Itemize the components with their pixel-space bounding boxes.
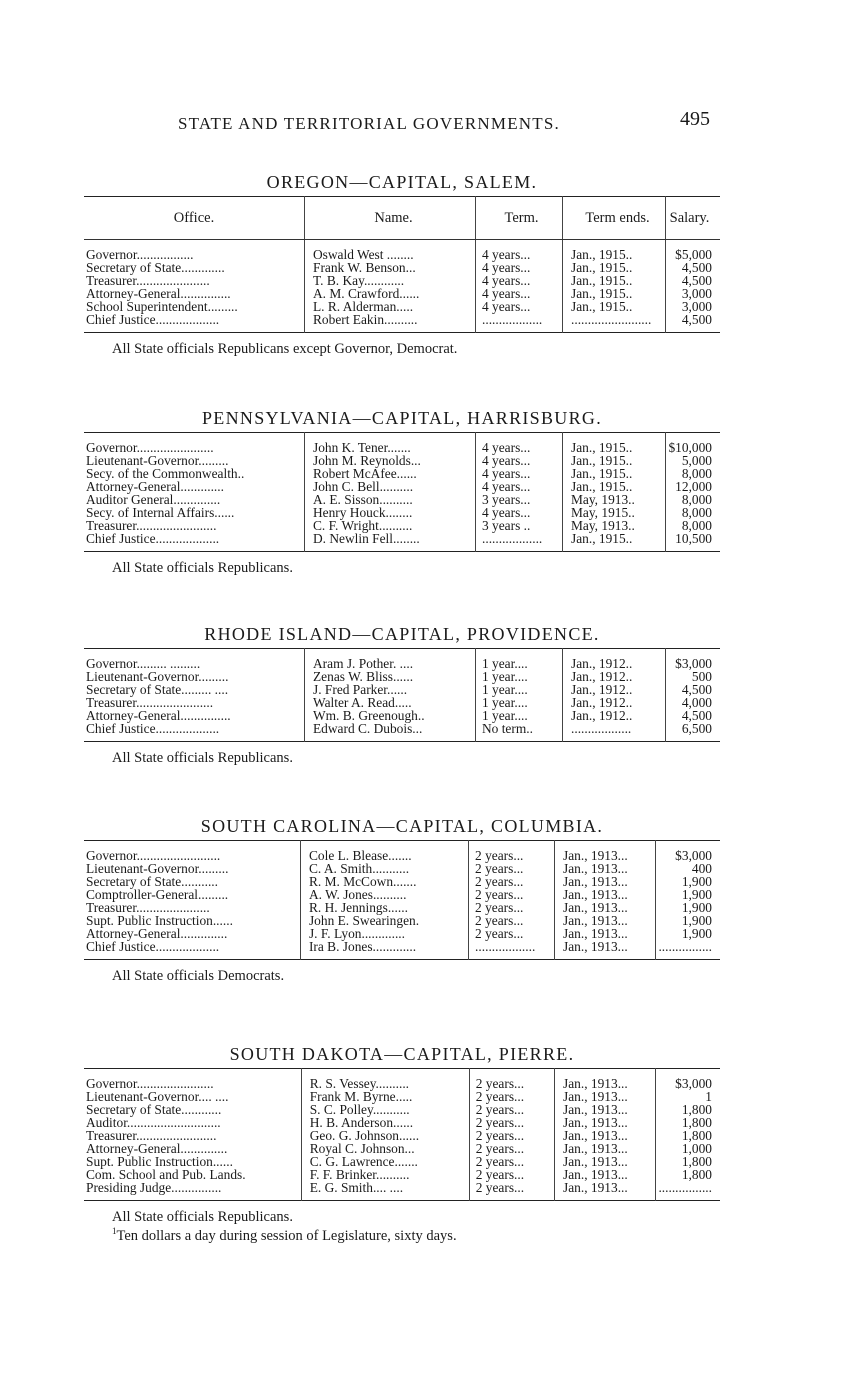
running-head: STATE AND TERRITORIAL GOVERNMENTS. — [178, 114, 560, 133]
cell-office: Treasurer...................... — [84, 274, 305, 287]
cell-office: Presiding Judge............... — [84, 1181, 301, 1201]
cell-salary: 10,500 — [675, 531, 712, 546]
state-section — [84, 812, 720, 983]
cell-salary: ................ — [658, 939, 712, 954]
cell-name: Frank M. Byrne..... — [301, 1090, 469, 1103]
column-header-office: Office. — [84, 197, 305, 240]
cell-name: Royal C. Johnson... — [301, 1142, 469, 1155]
cell-name: F. F. Brinker.......... — [301, 1168, 469, 1181]
state-title: SOUTH DAKOTA—CAPITAL, PIERRE. — [229, 1044, 575, 1064]
cell-term: 4 years... — [476, 433, 563, 455]
section-note: All State officials Republicans except Governor, Democrat. — [112, 341, 458, 357]
cell-term-ends: Jan., 1913... — [555, 888, 656, 901]
cell-term: 2 years... — [469, 1069, 554, 1091]
cell-salary: 500 — [691, 669, 712, 684]
cell-name: S. C. Polley........... — [301, 1103, 469, 1116]
cell-term-ends: ........................ — [563, 313, 666, 333]
cell-term-ends: Jan., 1913... — [555, 875, 656, 888]
cell-name: Geo. G. Johnson...... — [301, 1129, 469, 1142]
cell-term-ends: Jan., 1912.. — [563, 709, 666, 722]
section-note: All State officials Democrats. — [112, 968, 285, 984]
cell-name: Henry Houck........ — [305, 506, 476, 519]
officials-table — [84, 196, 720, 333]
column-header-term: Term. — [476, 197, 563, 240]
cell-term-ends: Jan., 1913... — [555, 1155, 656, 1168]
state-section — [84, 620, 720, 765]
cell-salary: $3,000 — [656, 841, 720, 863]
footnote-marker: 1 — [112, 1226, 117, 1236]
cell-office: Lieutenant-Governor.... .... — [84, 1090, 301, 1103]
cell-term-ends: Jan., 1912.. — [563, 696, 666, 709]
cell-office: Secretary of State......... .... — [84, 683, 305, 696]
cell-salary: 1,800 — [681, 1128, 712, 1143]
cell-salary: 3,000 — [681, 286, 712, 301]
cell-salary: 3,000 — [681, 299, 712, 314]
cell-term: 2 years... — [469, 1168, 554, 1181]
cell-term: 4 years... — [476, 300, 563, 313]
cell-term: 2 years... — [469, 1129, 554, 1142]
state-section — [84, 404, 720, 575]
cell-term-ends: Jan., 1915.. — [563, 454, 666, 467]
cell-name: R. S. Vessey.......... — [301, 1069, 469, 1091]
cell-name: John K. Tener....... — [305, 433, 476, 455]
cell-term-ends: Jan., 1912.. — [563, 649, 666, 671]
cell-salary: 1,900 — [681, 900, 712, 915]
cell-term: .................. — [476, 313, 563, 333]
state-section — [84, 1040, 720, 1243]
cell-salary: 8,000 — [681, 505, 712, 520]
cell-salary: 4,500 — [681, 273, 712, 288]
cell-salary: 1,900 — [681, 874, 712, 889]
cell-name: T. B. Kay............ — [305, 274, 476, 287]
table-row — [84, 433, 720, 455]
cell-term-ends: Jan., 1913... — [555, 1181, 656, 1201]
cell-salary: 1,000 — [681, 1141, 712, 1156]
cell-office: Chief Justice................... — [84, 940, 300, 960]
cell-office: Governor......... ......... — [84, 649, 305, 671]
cell-office: Treasurer........................ — [84, 1129, 301, 1142]
cell-office: Governor......................... — [84, 841, 300, 863]
cell-term: 4 years... — [476, 261, 563, 274]
cell-salary: 8,000 — [681, 466, 712, 481]
cell-office: Lieutenant-Governor......... — [84, 670, 305, 683]
cell-term: 3 years .. — [476, 519, 563, 532]
cell-office: Governor....................... — [84, 1069, 301, 1091]
section-note: All State officials Republicans. — [112, 1209, 293, 1225]
cell-office: Secretary of State........... — [84, 875, 300, 888]
cell-term-ends: Jan., 1915.. — [563, 274, 666, 287]
table-row — [84, 1069, 720, 1091]
cell-office: School Superintendent......... — [84, 300, 305, 313]
cell-term: 2 years... — [469, 1181, 554, 1201]
cell-term-ends: Jan., 1915.. — [563, 480, 666, 493]
cell-term: 4 years... — [476, 287, 563, 300]
cell-salary: $3,000 — [666, 649, 721, 671]
cell-salary: 400 — [691, 861, 712, 876]
table-row — [84, 841, 720, 863]
cell-term: 4 years... — [476, 454, 563, 467]
cell-name: Edward C. Dubois... — [305, 722, 476, 742]
cell-salary: 5,000 — [681, 453, 712, 468]
cell-term-ends: Jan., 1915.. — [563, 532, 666, 552]
cell-term-ends: Jan., 1913... — [555, 841, 656, 863]
cell-term: 2 years... — [469, 1142, 554, 1155]
cell-term-ends: Jan., 1913... — [555, 927, 656, 940]
table-row — [84, 722, 720, 742]
cell-office: Attorney-General............... — [84, 287, 305, 300]
cell-office: Secretary of State............ — [84, 1103, 301, 1116]
cell-office: Secy. of Internal Affairs...... — [84, 506, 305, 519]
cell-term-ends: Jan., 1915.. — [563, 287, 666, 300]
cell-office: Governor................. — [84, 240, 305, 262]
cell-term-ends: Jan., 1913... — [555, 1168, 656, 1181]
cell-name: John E. Swearingen. — [300, 914, 468, 927]
cell-term-ends: May, 1913.. — [563, 493, 666, 506]
cell-term-ends: Jan., 1913... — [555, 1129, 656, 1142]
cell-term: 1 year.... — [476, 670, 563, 683]
cell-name: Oswald West ........ — [305, 240, 476, 262]
cell-salary: $10,000 — [666, 433, 721, 455]
cell-office: Auditor............................ — [84, 1116, 301, 1129]
cell-salary: 4,500 — [681, 312, 712, 327]
cell-term: 3 years... — [476, 493, 563, 506]
state-title: PENNSYLVANIA—CAPITAL, HARRISBURG. — [201, 408, 602, 428]
cell-term: 4 years... — [476, 274, 563, 287]
state-title: SOUTH CAROLINA—CAPITAL, COLUMBIA. — [200, 816, 604, 836]
cell-office: Attorney-General.............. — [84, 1142, 301, 1155]
cell-name: H. B. Anderson...... — [301, 1116, 469, 1129]
cell-salary: 4,500 — [681, 708, 712, 723]
cell-term-ends: Jan., 1913... — [555, 1090, 656, 1103]
cell-term-ends: Jan., 1913... — [555, 940, 656, 960]
cell-term: 4 years... — [476, 240, 563, 262]
cell-name: A. M. Crawford...... — [305, 287, 476, 300]
cell-office: Attorney-General............. — [84, 480, 305, 493]
cell-term: 2 years... — [469, 875, 555, 888]
cell-salary: 1,800 — [681, 1115, 712, 1130]
cell-term: 4 years... — [476, 506, 563, 519]
table-row — [84, 240, 720, 262]
cell-term-ends: Jan., 1913... — [555, 901, 656, 914]
cell-term-ends: Jan., 1913... — [555, 1142, 656, 1155]
cell-term: 2 years... — [469, 1155, 554, 1168]
cell-name: John M. Reynolds... — [305, 454, 476, 467]
column-header-name: Name. — [305, 197, 476, 240]
cell-salary: 4,500 — [681, 682, 712, 697]
cell-term: 2 years... — [469, 1103, 554, 1116]
officials-table — [84, 432, 720, 552]
cell-term: 1 year.... — [476, 696, 563, 709]
cell-office: Chief Justice................... — [84, 532, 305, 552]
cell-term: 2 years... — [469, 888, 555, 901]
cell-term: 4 years... — [476, 467, 563, 480]
state-title: OREGON—CAPITAL, SALEM. — [266, 172, 538, 192]
cell-name: Zenas W. Bliss...... — [305, 670, 476, 683]
cell-term-ends: Jan., 1915.. — [563, 300, 666, 313]
cell-name: Robert Eakin.......... — [305, 313, 476, 333]
table-header-row — [84, 197, 720, 240]
cell-name: J. F. Lyon............. — [300, 927, 468, 940]
cell-office: Attorney-General............... — [84, 709, 305, 722]
cell-salary: ................ — [658, 1180, 712, 1195]
cell-term: 2 years... — [469, 862, 555, 875]
cell-term-ends: Jan., 1913... — [555, 1116, 656, 1129]
cell-salary: 4,000 — [681, 695, 712, 710]
cell-term-ends: Jan., 1913... — [555, 1103, 656, 1116]
table-row — [84, 649, 720, 671]
cell-term-ends: Jan., 1913... — [555, 862, 656, 875]
cell-name: C. G. Lawrence....... — [301, 1155, 469, 1168]
column-header-term-ends: Term ends. — [563, 197, 666, 240]
cell-name: Frank W. Benson... — [305, 261, 476, 274]
state-section — [84, 168, 720, 356]
page-number: 495 — [680, 108, 710, 130]
cell-office: Com. School and Pub. Lands. — [84, 1168, 301, 1181]
cell-name: Wm. B. Greenough.. — [305, 709, 476, 722]
cell-term-ends: .................. — [563, 722, 666, 742]
cell-salary: $5,000 — [675, 247, 712, 262]
cell-term: No term.. — [476, 722, 563, 742]
page-header — [0, 108, 859, 138]
cell-name: R. M. McCown....... — [300, 875, 468, 888]
cell-office: Governor....................... — [84, 433, 305, 455]
cell-term-ends: May, 1915.. — [563, 506, 666, 519]
table-row — [84, 532, 720, 552]
cell-office: Secretary of State............. — [84, 261, 305, 274]
cell-office: Supt. Public Instruction...... — [84, 914, 300, 927]
cell-office: Supt. Public Instruction...... — [84, 1155, 301, 1168]
cell-salary: 4,500 — [681, 260, 712, 275]
state-title: RHODE ISLAND—CAPITAL, PROVIDENCE. — [204, 624, 600, 644]
cell-term: 2 years... — [469, 841, 555, 863]
cell-office: Secy. of the Commonwealth.. — [84, 467, 305, 480]
cell-office: Treasurer...................... — [84, 901, 300, 914]
cell-name: A. E. Sisson.......... — [305, 493, 476, 506]
cell-term: .................. — [469, 940, 555, 960]
column-header-salary: Salary. — [666, 197, 721, 240]
cell-term-ends: Jan., 1915.. — [563, 433, 666, 455]
cell-office: Chief Justice................... — [84, 313, 305, 333]
table-row — [84, 1181, 720, 1201]
cell-term-ends: Jan., 1915.. — [563, 240, 666, 262]
cell-name: Robert McAfee...... — [305, 467, 476, 480]
cell-name: J. Fred Parker...... — [305, 683, 476, 696]
cell-term-ends: Jan., 1912.. — [563, 683, 666, 696]
cell-term-ends: Jan., 1912.. — [563, 670, 666, 683]
footnote-text: Ten dollars a day during session of Legislature, sixty days. — [116, 1227, 457, 1244]
cell-name: John C. Bell.......... — [305, 480, 476, 493]
table-row — [84, 313, 720, 333]
cell-salary: $3,000 — [656, 1069, 720, 1091]
cell-term: 2 years... — [469, 914, 555, 927]
cell-term-ends: May, 1913.. — [563, 519, 666, 532]
cell-name: Walter A. Read..... — [305, 696, 476, 709]
cell-salary: 1,900 — [681, 926, 712, 941]
cell-office: Comptroller-General......... — [84, 888, 300, 901]
cell-term-ends: Jan., 1913... — [555, 914, 656, 927]
cell-salary: 1,800 — [681, 1154, 712, 1169]
officials-table — [84, 840, 720, 960]
cell-name: Cole L. Blease....... — [300, 841, 468, 863]
cell-term: 1 year.... — [476, 683, 563, 696]
cell-term-ends: Jan., 1915.. — [563, 467, 666, 480]
cell-name: C. A. Smith........... — [300, 862, 468, 875]
cell-name: E. G. Smith.... .... — [301, 1181, 469, 1201]
officials-table — [84, 648, 720, 742]
cell-term: 2 years... — [469, 1090, 554, 1103]
cell-term: 2 years... — [469, 1116, 554, 1129]
cell-name: Ira B. Jones............. — [300, 940, 468, 960]
cell-office: Lieutenant-Governor......... — [84, 454, 305, 467]
cell-office: Chief Justice................... — [84, 722, 305, 742]
cell-salary: 1,900 — [681, 913, 712, 928]
cell-term: 1 year.... — [476, 709, 563, 722]
section-note: All State officials Republicans. — [112, 560, 293, 576]
cell-salary: 6,500 — [681, 721, 712, 736]
officials-table — [84, 1068, 720, 1201]
cell-office: Attorney-General.............. — [84, 927, 300, 940]
cell-salary: 1,800 — [681, 1102, 712, 1117]
cell-salary: 12,000 — [675, 479, 712, 494]
cell-name: C. F. Wright.......... — [305, 519, 476, 532]
cell-salary: 8,000 — [681, 492, 712, 507]
cell-office: Auditor General.............. — [84, 493, 305, 506]
cell-salary: 8,000 — [681, 518, 712, 533]
cell-name: R. H. Jennings...... — [300, 901, 468, 914]
cell-salary: 1,900 — [681, 887, 712, 902]
cell-office: Lieutenant-Governor......... — [84, 862, 300, 875]
cell-term: .................. — [476, 532, 563, 552]
cell-salary: 1,800 — [681, 1167, 712, 1182]
footnote — [112, 1224, 720, 1243]
cell-salary: 1 — [705, 1089, 712, 1104]
cell-term: 1 year.... — [476, 649, 563, 671]
cell-term: 2 years... — [469, 927, 555, 940]
cell-office: Treasurer........................ — [84, 519, 305, 532]
cell-name: Aram J. Pother. .... — [305, 649, 476, 671]
table-row — [84, 940, 720, 960]
cell-name: A. W. Jones.......... — [300, 888, 468, 901]
cell-term: 4 years... — [476, 480, 563, 493]
cell-term: 2 years... — [469, 901, 555, 914]
cell-name: D. Newlin Fell........ — [305, 532, 476, 552]
cell-office: Treasurer....................... — [84, 696, 305, 709]
cell-term-ends: Jan., 1915.. — [563, 261, 666, 274]
cell-name: L. R. Alderman..... — [305, 300, 476, 313]
section-note: All State officials Republicans. — [112, 750, 293, 766]
cell-term-ends: Jan., 1913... — [555, 1069, 656, 1091]
